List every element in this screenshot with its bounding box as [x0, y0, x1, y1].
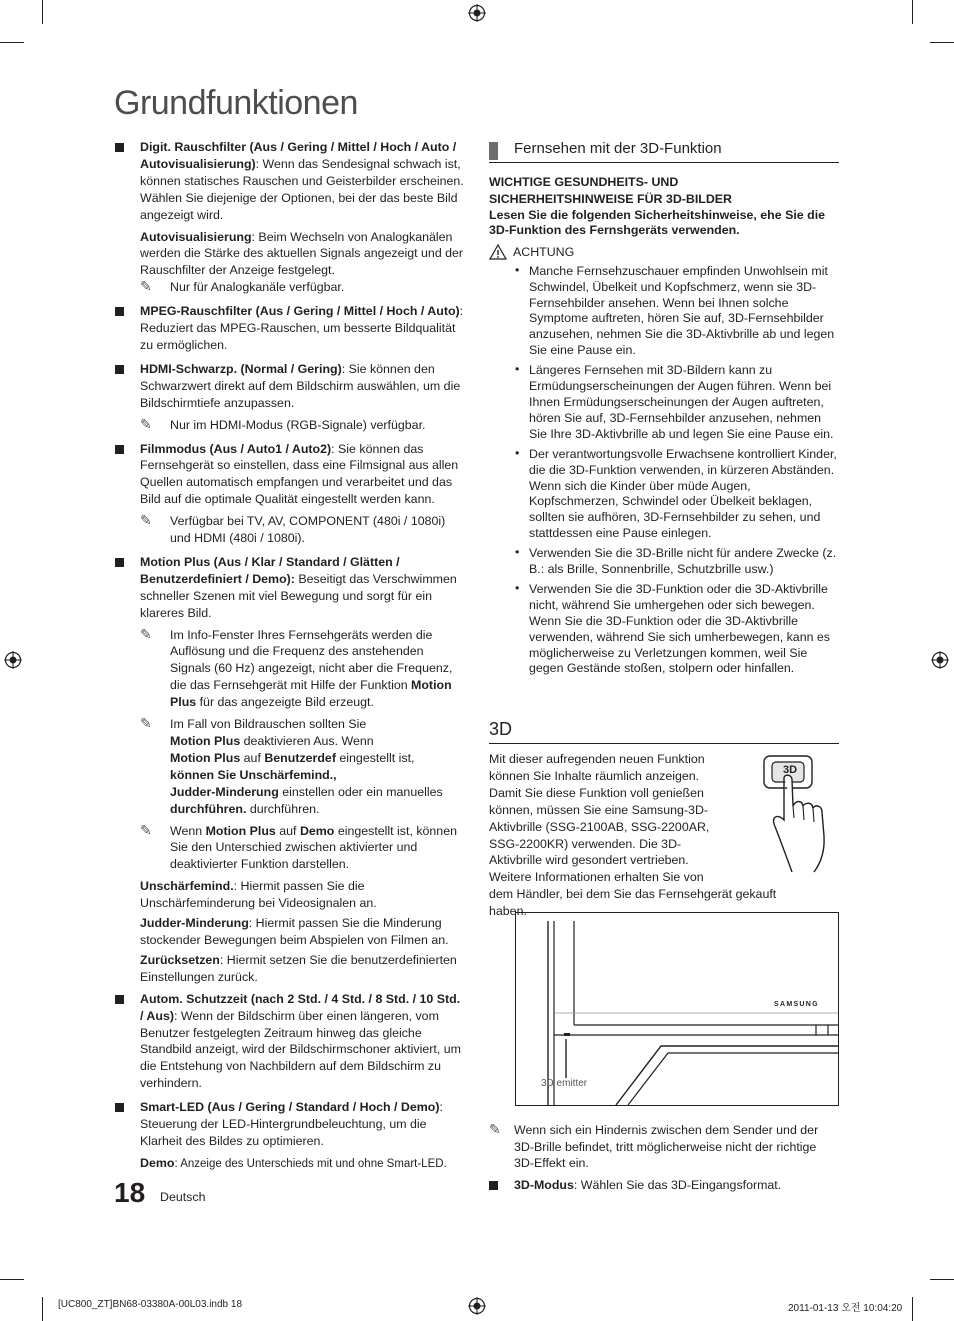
- caution-item: [515, 546, 839, 578]
- bullet-autom-schutzzeit: [115, 991, 466, 1092]
- bullet-mpeg-rauschfilter: [115, 303, 466, 354]
- note-motion-plus-rauschen: [140, 716, 466, 817]
- caution-item: [515, 447, 839, 542]
- caution-item: [515, 264, 839, 359]
- bullet-text: Beseitigt das Verschwimmen schneller Szenen mit viel Bewegung und sorgt für ein klareres Bild.: [140, 571, 457, 620]
- note-bold: können Sie Unschärfemind.,: [170, 767, 337, 782]
- paragraph-text: : Anzeige des Unterschieds mit und ohne Smart-LED.: [174, 1157, 447, 1170]
- bullet-label: MPEG-Rauschfilter (Aus / Gering / Mittel / Hoch / Auto): [140, 304, 460, 319]
- caution-item: [515, 363, 839, 443]
- warning-triangle-icon: [489, 244, 507, 260]
- section-title: Fernsehen mit der 3D-Funktion: [514, 140, 722, 157]
- paragraph-label: Zurücksetzen: [140, 952, 220, 967]
- note-text: einstellen oder ein manuelles: [278, 784, 443, 799]
- bullet-label: Motion Plus (Aus / Klar / Standard / Glätten / Benutzerdefiniert / Demo):: [140, 554, 400, 586]
- note-text: deaktivieren Aus. Wenn: [240, 734, 374, 748]
- heading-3d-text: 3D: [489, 719, 513, 739]
- note-text: eingestellt ist,: [335, 750, 415, 765]
- note-pencil-icon: ✎: [140, 715, 152, 732]
- bullet-text: : Sie können den Schwarzwert direkt auf dem Bildschirm auswählen, um die Bildschirmtiefe anzupassen.: [140, 361, 461, 410]
- registration-mark-icon: [468, 1297, 486, 1315]
- bullet-text: : Steuerung der LED-Hintergrundbeleuchtung, um die Klarheit des Bildes zu optimieren.: [140, 1100, 443, 1148]
- warning-intro: Lesen Sie die folgenden Sicherheitshinweise, ehe Sie die 3D-Funktion des Fernshgeräts verwenden.: [489, 207, 826, 238]
- page-title: Grundfunktionen: [114, 84, 358, 122]
- bullet-square-icon: [115, 445, 124, 454]
- bullet-square-icon: [115, 1103, 124, 1112]
- tv-drawing: [516, 913, 838, 1105]
- note-bold: Benutzerdef: [264, 750, 336, 765]
- paragraph-label: Judder-Minderung: [140, 916, 249, 931]
- note-text: Nur für Analogkanäle verfügbar.: [170, 280, 345, 295]
- note-text: Im Fall von Bildrauschen sollten Sie: [170, 717, 367, 732]
- note-bold: Motion Plus: [170, 734, 241, 748]
- crop-mark: [912, 0, 913, 24]
- note-filmmodus: [140, 513, 466, 547]
- paragraph-text: : Hiermit setzen Sie die benutzerdefinierten Einstellungen zurück.: [140, 952, 457, 984]
- bullet-text: : Reduziert das MPEG-Rauschen, um besserte Bildqualität zu ermöglichen.: [140, 304, 464, 352]
- note-pencil-icon: ✎: [140, 278, 152, 295]
- tv-illustration: [515, 912, 839, 1106]
- warning-title: WICHTIGE GESUNDHEITS- UND SICHERHEITSHINWEISE FÜR 3D-BILDER: [489, 175, 733, 206]
- heading-3d: [489, 719, 839, 744]
- note-3d: [489, 1122, 839, 1172]
- note-bold: durchführen.: [170, 801, 247, 816]
- paragraph-text: : Hiermit passen Sie die Unschärfeminderung bei Videosignalen an.: [140, 879, 377, 911]
- bullet-label: 3D-Modus: [514, 1177, 574, 1192]
- caution-text: Verwenden Sie die 3D-Funktion oder die 3D-Aktivbrille nicht, während Sie umhergehen oder sich bewegen. Wenn Sie die 3D-Funktion oder die 3D-Aktivbrille verwenden, während Sie sich umherbewegen, kann es möglicherweise zu Verletzungen kommen, weil Sie gegen Geständе stoßen, stolpern oder hinfallen.: [529, 581, 830, 676]
- paragraph-text: : Beim Wechseln von Analogkanälen werden die Stärke des aktuellen Signals angezeigt und der Rauschfilter der Anzeige festgelegt.: [140, 229, 464, 278]
- note-text: für das angezeigte Bild erzeugt.: [196, 695, 374, 710]
- note-text: Wenn: [170, 823, 206, 838]
- bullet-square-icon: [115, 995, 124, 1004]
- caution-text: Verwenden Sie die 3D-Brille nicht für andere Zwecke (z. B.: als Brille, Sonnenbrille, Schutzbrille usw.): [529, 546, 837, 577]
- crop-mark: [42, 1297, 43, 1321]
- bullet-square-icon: [115, 307, 124, 316]
- bullet-text: : Sie können das Fernsehgerät so einstellen, dass eine Filmsignal aus allen Quellen automatisch empfangen und verarbeitet und das Bild auf die optimale Qualität eingestellt werden kann.: [140, 441, 459, 507]
- note-hdmi: [140, 417, 466, 434]
- registration-mark-icon: [468, 4, 486, 22]
- footer-timestamp: 2011-01-13 오전 10:04:20: [788, 1303, 903, 1314]
- bullet-square-icon: [115, 365, 124, 374]
- bullet-smart-led: [115, 1099, 466, 1150]
- remote-3d-button-illustration: [762, 754, 842, 874]
- note-pencil-icon: ✎: [140, 415, 152, 432]
- bullet-label: Smart-LED (Aus / Gering / Standard / Hoch / Demo): [140, 1100, 440, 1115]
- intro-3d-text: Mit dieser aufregenden neuen Funktion können Sie Inhalte räumlich anzeigen. Damit Sie diese Funktion voll genießen können, müssen Sie eine Samsung-3D-Aktivbrille (SSG-2100AB, SSG-2200AR, SSG-2200KR) verwenden. Die 3D-Aktivbrille wird gesondert vertrieben. Weitere Informationen erhalten Sie von dem Händler, bei dem Sie das Fernsehgerät gekauft haben.: [489, 752, 777, 919]
- caution-text: Längeres Fernsehen mit 3D-Bildern kann zu Ermüdungserscheinungen der Augen führen. Wenn bei Ihnen Ermüdungserscheinungen der Augen auftreten, hören Sie auf, 3D-Fernsehbilder anzusehen, nehmen Sie Ihre 3D-Aktivbrille ab und legen Sie eine Pause ein.: [529, 363, 834, 441]
- note-text: auf: [275, 823, 300, 838]
- caution-list: [489, 264, 839, 678]
- note-bold: Demo: [299, 823, 335, 838]
- samsung-logo: SAMSUNG: [774, 1001, 819, 1008]
- bullet-digit-rauschfilter: [115, 139, 466, 224]
- emitter-label: 3D emitter: [541, 1078, 588, 1089]
- crop-mark: [912, 1297, 913, 1321]
- bullet-dot-icon: •: [515, 545, 520, 560]
- note-pencil-icon: ✎: [140, 625, 152, 642]
- achtung-label: [489, 244, 839, 261]
- crop-mark: [930, 1279, 954, 1280]
- bullet-motion-plus: [115, 554, 466, 622]
- bullet-label: Autom. Schutzzeit (nach 2 Std. / 4 Std. / 8 Std. / 10 Std. / Aus): [140, 991, 461, 1023]
- note-pencil-icon: ✎: [140, 512, 152, 529]
- note-text: durchführen.: [246, 801, 320, 816]
- note-bold: Judder-Minderung: [170, 784, 279, 799]
- paragraph-autovisualisierung: [115, 229, 466, 280]
- paragraph-label: Autovisualisierung: [140, 229, 252, 244]
- achtung-text: ACHTUNG: [513, 244, 575, 259]
- bullet-dot-icon: •: [515, 445, 520, 460]
- note-text: Im Info-Fenster Ihres Fernsehgeräts werden die Auflösung und die Frequenz des anstehenden Signals (60 Hz) angezeigt, nicht aber die Frequenz, die das Fernsehgerät mit Hilfe der Funktion: [170, 627, 453, 693]
- page-number: 18: [114, 1177, 146, 1208]
- note-bold: Motion Plus: [170, 678, 452, 710]
- bullet-square-icon: [115, 143, 124, 152]
- registration-mark-icon: [4, 651, 22, 669]
- bullet-hdmi-schwarzpegel: [115, 361, 466, 412]
- registration-mark-icon: [931, 651, 949, 669]
- bullet-3d-modus: [489, 1177, 839, 1194]
- crop-mark: [0, 42, 24, 43]
- note-text: eingestellt ist, können Sie den Unterschied zwischen aktivierter und deaktivierter Funktion darstellen.: [170, 823, 457, 872]
- note-text: Verfügbar bei TV, AV, COMPONENT (480i / 1080i) und HDMI (480i / 1080i).: [170, 514, 446, 546]
- bullet-label: Digit. Rauschfilter (Aus / Gering / Mittel / Hoch / Auto / Autovisualisierung): [140, 140, 457, 171]
- bullet-label: Filmmodus (Aus / Auto1 / Auto2): [140, 441, 332, 456]
- note-motion-plus-info: [140, 627, 466, 712]
- section-bar-icon: [489, 142, 498, 160]
- bullet-square-icon: [115, 558, 124, 567]
- right-column-warnings: [489, 174, 839, 677]
- left-column: [115, 139, 466, 1173]
- crop-mark: [930, 42, 954, 43]
- bullet-dot-icon: •: [515, 580, 520, 595]
- note-bold: Motion Plus: [170, 750, 241, 765]
- note-text: auf: [240, 750, 265, 765]
- note-pencil-icon: ✎: [140, 821, 152, 838]
- paragraph-unschaerfemind: [115, 878, 466, 912]
- bullet-text: : Wenn der Bildschirm über einen längeren, vom Benutzer festgelegten Zeitraum hinweg das gleiche Standbild anzeigt, wird der Bildschirmschoner aktiviert, um die Entstehung von Nachbildern auf dem Bildschirm zu verhindern.: [140, 1008, 461, 1091]
- caution-item: [515, 582, 839, 677]
- crop-mark: [0, 1279, 24, 1280]
- bullet-square-icon: [489, 1181, 498, 1190]
- intro-3d: [489, 751, 809, 920]
- bullet-filmmodus: [115, 441, 466, 509]
- crop-mark: [42, 0, 43, 24]
- paragraph-demo: [115, 1155, 466, 1173]
- note-3d-obstacle: [489, 1122, 839, 1193]
- note-bold: Motion Plus: [205, 823, 276, 838]
- paragraph-zuruecksetzen: [115, 952, 466, 986]
- note-analog: [140, 279, 466, 296]
- bullet-dot-icon: •: [515, 262, 520, 277]
- bullet-dot-icon: •: [515, 362, 520, 377]
- bullet-text: : Wenn das Sendesignal schwach ist, können statisches Rauschen und Geisterbilder erscheinen. Wählen Sie diejenige der Optionen, bei der das beste Bild angezeigt wird.: [140, 156, 464, 222]
- note-text: Nur im HDMI-Modus (RGB-Signale) verfügbar.: [170, 417, 426, 432]
- button-3d-label: 3D: [782, 764, 798, 776]
- bullet-text: : Wählen Sie das 3D-Eingangsformat.: [573, 1177, 782, 1192]
- page-language: Deutsch: [160, 1190, 206, 1204]
- paragraph-label: Unschärfemind.: [140, 879, 234, 894]
- bullet-label: HDMI-Schwarzp. (Normal / Gering): [140, 361, 342, 376]
- paragraph-text: : Hiermit passen Sie die Minderung stockender Bewegungen beim Abspielen von Filmen an.: [140, 916, 449, 947]
- note-text: Wenn sich ein Hindernis zwischen dem Sender und der 3D-Brille befindet, tritt möglicherweise nicht der richtige 3D-Effekt ein.: [514, 1123, 819, 1170]
- section-header-3d-funktion: [489, 140, 839, 163]
- note-pencil-icon: ✎: [489, 1121, 501, 1137]
- paragraph-label: Demo: [140, 1155, 175, 1170]
- footer-file-info: [UC800_ZT]BN68-03380A-00L03.indb 18: [58, 1299, 243, 1310]
- caution-text: Der verantwortungsvolle Erwachsene kontrolliert Kinder, die die 3D-Funktion verwenden, in kürzeren Abständen. Wenn sich die Kinder über müde Augen, Kopfschmerzen, Schwindel oder Übelkeit beklagen, sollten sie aufhören, 3D-Fernsehbilder zu sehen, und stattdessen eine Pause einlegen.: [529, 446, 837, 541]
- caution-text: Manche Fernsehzuschauer empfinden Unwohlsein mit Schwindel, Übelkeit und Kopfschmerz, wenn sie 3D-Fernsehbilder ansehen. Wenn bei Ihnen solche Symptome auftreten, hören Sie auf, 3D-Fernsehbilder anzusehen, nehmen Sie die 3D-Aktivbrille ab und legen Sie eine Pause ein.: [529, 263, 835, 358]
- paragraph-judder-minderung: [115, 915, 466, 949]
- note-motion-plus-demo: [140, 823, 466, 874]
